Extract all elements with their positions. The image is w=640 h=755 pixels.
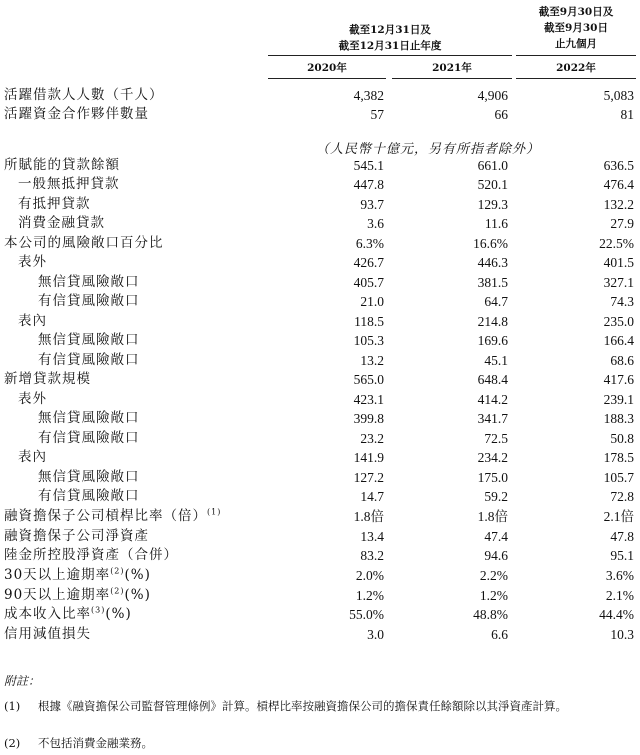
value-2022: 178.5 <box>603 450 634 465</box>
table-row <box>0 566 640 585</box>
value-2021: 1.8倍 <box>477 509 508 524</box>
year-rule <box>516 78 636 79</box>
row-label-text: 表內 <box>18 449 47 465</box>
table-row <box>0 527 640 546</box>
value-2021: 59.2 <box>484 489 508 504</box>
value-2022: 636.5 <box>603 158 634 173</box>
row-label-text: 表外 <box>18 391 47 407</box>
row-label <box>38 487 140 506</box>
header-2020-2021 <box>268 22 512 54</box>
value-2020: 405.7 <box>353 275 384 290</box>
row-label <box>18 175 120 194</box>
row-label-text: 一般無抵押貸款 <box>18 176 120 192</box>
row-label <box>38 351 140 370</box>
value-2021: 11.6 <box>484 216 508 231</box>
value-2022: 72.8 <box>610 489 634 504</box>
table-row <box>0 351 640 370</box>
row-label <box>4 507 221 526</box>
row-label <box>18 390 47 409</box>
value-2022: 27.9 <box>610 216 634 231</box>
row-label-text: 陸金所控股淨資產（合併） <box>4 547 178 563</box>
value-2021: 214.8 <box>477 314 508 329</box>
table-row <box>0 507 640 526</box>
value-2020: 399.8 <box>353 411 384 426</box>
value-2021: 94.6 <box>484 548 508 563</box>
row-label <box>4 605 132 624</box>
row-label-suffix: (%) <box>124 567 151 583</box>
value-2022: 10.3 <box>610 627 634 642</box>
row-label-text: 融資擔保子公司淨資產 <box>4 528 149 544</box>
row-label-text: 成本收入比率 <box>4 606 91 622</box>
footnote-text: 根據《融資擔保公司監督管理條例》計算。槓桿比率按融資擔保公司的擔保責任餘額除以其淨資產計算。 <box>38 699 567 713</box>
row-label-text: 表外 <box>18 254 47 270</box>
header-line: 截至9月30日及 <box>538 6 614 18</box>
table-row <box>0 546 640 565</box>
value-2022: 188.3 <box>603 411 634 426</box>
value-2022: 3.6% <box>605 568 634 583</box>
table-row <box>0 390 640 409</box>
header-rule <box>516 55 636 56</box>
value-2020: 23.2 <box>360 431 384 446</box>
row-label-text: 無信貸風險敞口 <box>38 332 140 348</box>
value-2021: 47.4 <box>484 529 508 544</box>
value-2021: 446.3 <box>477 255 508 270</box>
table-row <box>0 331 640 350</box>
value-2021: 66 <box>494 107 508 122</box>
row-label <box>18 214 105 233</box>
value-2022: 5,083 <box>603 88 634 103</box>
row-label-text: 無信貸風險敞口 <box>38 410 140 426</box>
value-2020: 423.1 <box>353 392 384 407</box>
notes-title: 附註： <box>4 674 41 688</box>
header-line: 止九個月 <box>555 38 597 50</box>
row-label-text: 30天以上逾期率 <box>4 567 111 583</box>
footnote-number: (2) <box>4 736 21 750</box>
value-2022: 2.1% <box>605 588 634 603</box>
row-label-text: 消費金融貸款 <box>18 215 105 231</box>
value-2022: 22.5% <box>599 236 634 251</box>
row-label-text: 本公司的風險敞口百分比 <box>4 235 164 251</box>
value-2022: 417.6 <box>603 372 634 387</box>
table-row <box>0 234 640 253</box>
value-2022: 166.4 <box>603 333 634 348</box>
row-label-suffix: (%) <box>124 587 151 603</box>
value-2020: 3.0 <box>367 627 384 642</box>
table-row <box>0 214 640 233</box>
table-row <box>0 370 640 389</box>
row-label-text: 有抵押貸款 <box>18 196 91 212</box>
row-label <box>4 586 151 605</box>
value-2020: 3.6 <box>367 216 384 231</box>
year-rule <box>268 78 386 79</box>
row-label <box>4 625 91 644</box>
row-label <box>4 527 149 546</box>
header-2022 <box>516 4 636 52</box>
value-2020: 14.7 <box>360 489 384 504</box>
table-row <box>0 409 640 428</box>
value-2021: 175.0 <box>477 470 508 485</box>
row-label <box>38 292 140 311</box>
value-2021: 45.1 <box>484 353 508 368</box>
header-rule <box>268 55 512 56</box>
value-2021: 648.4 <box>477 372 508 387</box>
value-2022: 68.6 <box>610 353 634 368</box>
row-label-text: 有信貸風險敞口 <box>38 430 140 446</box>
table-row <box>0 468 640 487</box>
value-2020: 545.1 <box>353 158 384 173</box>
value-2022: 95.1 <box>610 548 634 563</box>
footnote-ref: (3) <box>91 605 106 615</box>
value-2021: 129.3 <box>477 197 508 212</box>
row-label-text: 活躍資金合作夥伴數量 <box>4 106 149 122</box>
footnote-ref: (1) <box>207 507 222 517</box>
value-2020: 55.0% <box>349 607 384 622</box>
table-row <box>0 105 640 124</box>
row-label <box>18 448 47 467</box>
table-row <box>0 312 640 331</box>
value-2021: 72.5 <box>484 431 508 446</box>
value-2022: 132.2 <box>603 197 634 212</box>
row-label-text: 90天以上逾期率 <box>4 587 111 603</box>
row-label-text: 表內 <box>18 313 47 329</box>
footnote-2 <box>4 735 636 753</box>
row-label-text: 無信貸風險敞口 <box>38 274 140 290</box>
value-2020: 565.0 <box>353 372 384 387</box>
footnote-text: 不包括消費金融業務。 <box>38 736 153 750</box>
table-row <box>0 195 640 214</box>
table-row <box>0 586 640 605</box>
value-2020: 426.7 <box>353 255 384 270</box>
value-2021: 169.6 <box>477 333 508 348</box>
row-label-text: 信用減值損失 <box>4 626 91 642</box>
row-label-text: 融資擔保子公司槓桿比率（倍） <box>4 508 207 524</box>
row-label <box>4 86 164 105</box>
value-2022: 105.7 <box>603 470 634 485</box>
row-label <box>38 331 140 350</box>
row-label-text: 新增貸款規模 <box>4 371 91 387</box>
row-label-suffix: (%) <box>105 606 132 622</box>
footnote-1 <box>4 698 636 734</box>
row-label-text: 有信貸風險敞口 <box>38 352 140 368</box>
value-2021: 6.6 <box>491 627 508 642</box>
unit-note: （人民幣十億元，另有所指者除外） <box>316 142 541 157</box>
row-label <box>18 253 47 272</box>
value-2020: 83.2 <box>360 548 384 563</box>
value-2020: 1.2% <box>355 588 384 603</box>
row-label <box>38 409 140 428</box>
row-label <box>4 566 151 585</box>
year-2020: 2020年 <box>307 62 347 74</box>
row-label <box>4 105 149 124</box>
value-2020: 127.2 <box>353 470 384 485</box>
value-2021: 2.2% <box>479 568 508 583</box>
value-2020: 13.4 <box>360 529 384 544</box>
row-label <box>18 312 47 331</box>
value-2022: 239.1 <box>603 392 634 407</box>
value-2020: 141.9 <box>353 450 384 465</box>
value-2021: 234.2 <box>477 450 508 465</box>
header-line: 截至12月31日止年度 <box>338 40 442 52</box>
footnote-number: (1) <box>4 699 21 713</box>
table-row <box>0 156 640 175</box>
row-label <box>38 273 140 292</box>
row-label <box>38 468 140 487</box>
header-line: 截至9月30日 <box>544 22 608 34</box>
row-label-text: 所賦能的貸款餘額 <box>4 157 120 173</box>
table-row <box>0 86 640 105</box>
value-2020: 6.3% <box>355 236 384 251</box>
value-2021: 381.5 <box>477 275 508 290</box>
value-2022: 74.3 <box>610 294 634 309</box>
table-row <box>0 292 640 311</box>
value-2022: 401.5 <box>603 255 634 270</box>
value-2020: 2.0% <box>355 568 384 583</box>
value-2020: 1.8倍 <box>353 509 384 524</box>
table-row <box>0 273 640 292</box>
row-label <box>38 429 140 448</box>
value-2022: 235.0 <box>603 314 634 329</box>
value-2021: 64.7 <box>484 294 508 309</box>
row-label <box>4 370 91 389</box>
value-2022: 327.1 <box>603 275 634 290</box>
value-2020: 13.2 <box>360 353 384 368</box>
table-row <box>0 253 640 272</box>
row-label <box>4 156 120 175</box>
table-row <box>0 605 640 624</box>
value-2020: 57 <box>370 107 384 122</box>
value-2021: 16.6% <box>473 236 508 251</box>
footnote-ref: (2) <box>110 566 125 576</box>
value-2021: 4,906 <box>477 88 508 103</box>
row-label <box>18 195 91 214</box>
row-label-text: 活躍借款人人數（千人） <box>4 87 164 103</box>
value-2022: 44.4% <box>599 607 634 622</box>
year-2021: 2021年 <box>432 62 472 74</box>
year-rule <box>392 78 512 79</box>
table-row <box>0 175 640 194</box>
table-row <box>0 487 640 506</box>
value-2022: 47.8 <box>610 529 634 544</box>
value-2020: 105.3 <box>353 333 384 348</box>
value-2021: 341.7 <box>477 411 508 426</box>
value-2022: 50.8 <box>610 431 634 446</box>
value-2022: 2.1倍 <box>603 509 634 524</box>
value-2021: 520.1 <box>477 177 508 192</box>
year-2022: 2022年 <box>556 62 596 74</box>
value-2022: 81 <box>620 107 634 122</box>
header-line: 截至12月31日及 <box>349 24 431 36</box>
value-2020: 118.5 <box>354 314 384 329</box>
table-row <box>0 448 640 467</box>
footnote-ref: (2) <box>110 586 125 596</box>
value-2022: 476.4 <box>603 177 634 192</box>
value-2021: 1.2% <box>479 588 508 603</box>
row-label-text: 無信貸風險敞口 <box>38 469 140 485</box>
value-2020: 21.0 <box>360 294 384 309</box>
value-2021: 661.0 <box>477 158 508 173</box>
table-row <box>0 625 640 644</box>
row-label <box>4 546 178 565</box>
value-2020: 447.8 <box>353 177 384 192</box>
value-2021: 48.8% <box>473 607 508 622</box>
row-label-text: 有信貸風險敞口 <box>38 488 140 504</box>
value-2021: 414.2 <box>477 392 508 407</box>
row-label-text: 有信貸風險敞口 <box>38 293 140 309</box>
value-2020: 93.7 <box>360 197 384 212</box>
row-label <box>4 234 164 253</box>
table-row <box>0 429 640 448</box>
value-2020: 4,382 <box>353 88 384 103</box>
